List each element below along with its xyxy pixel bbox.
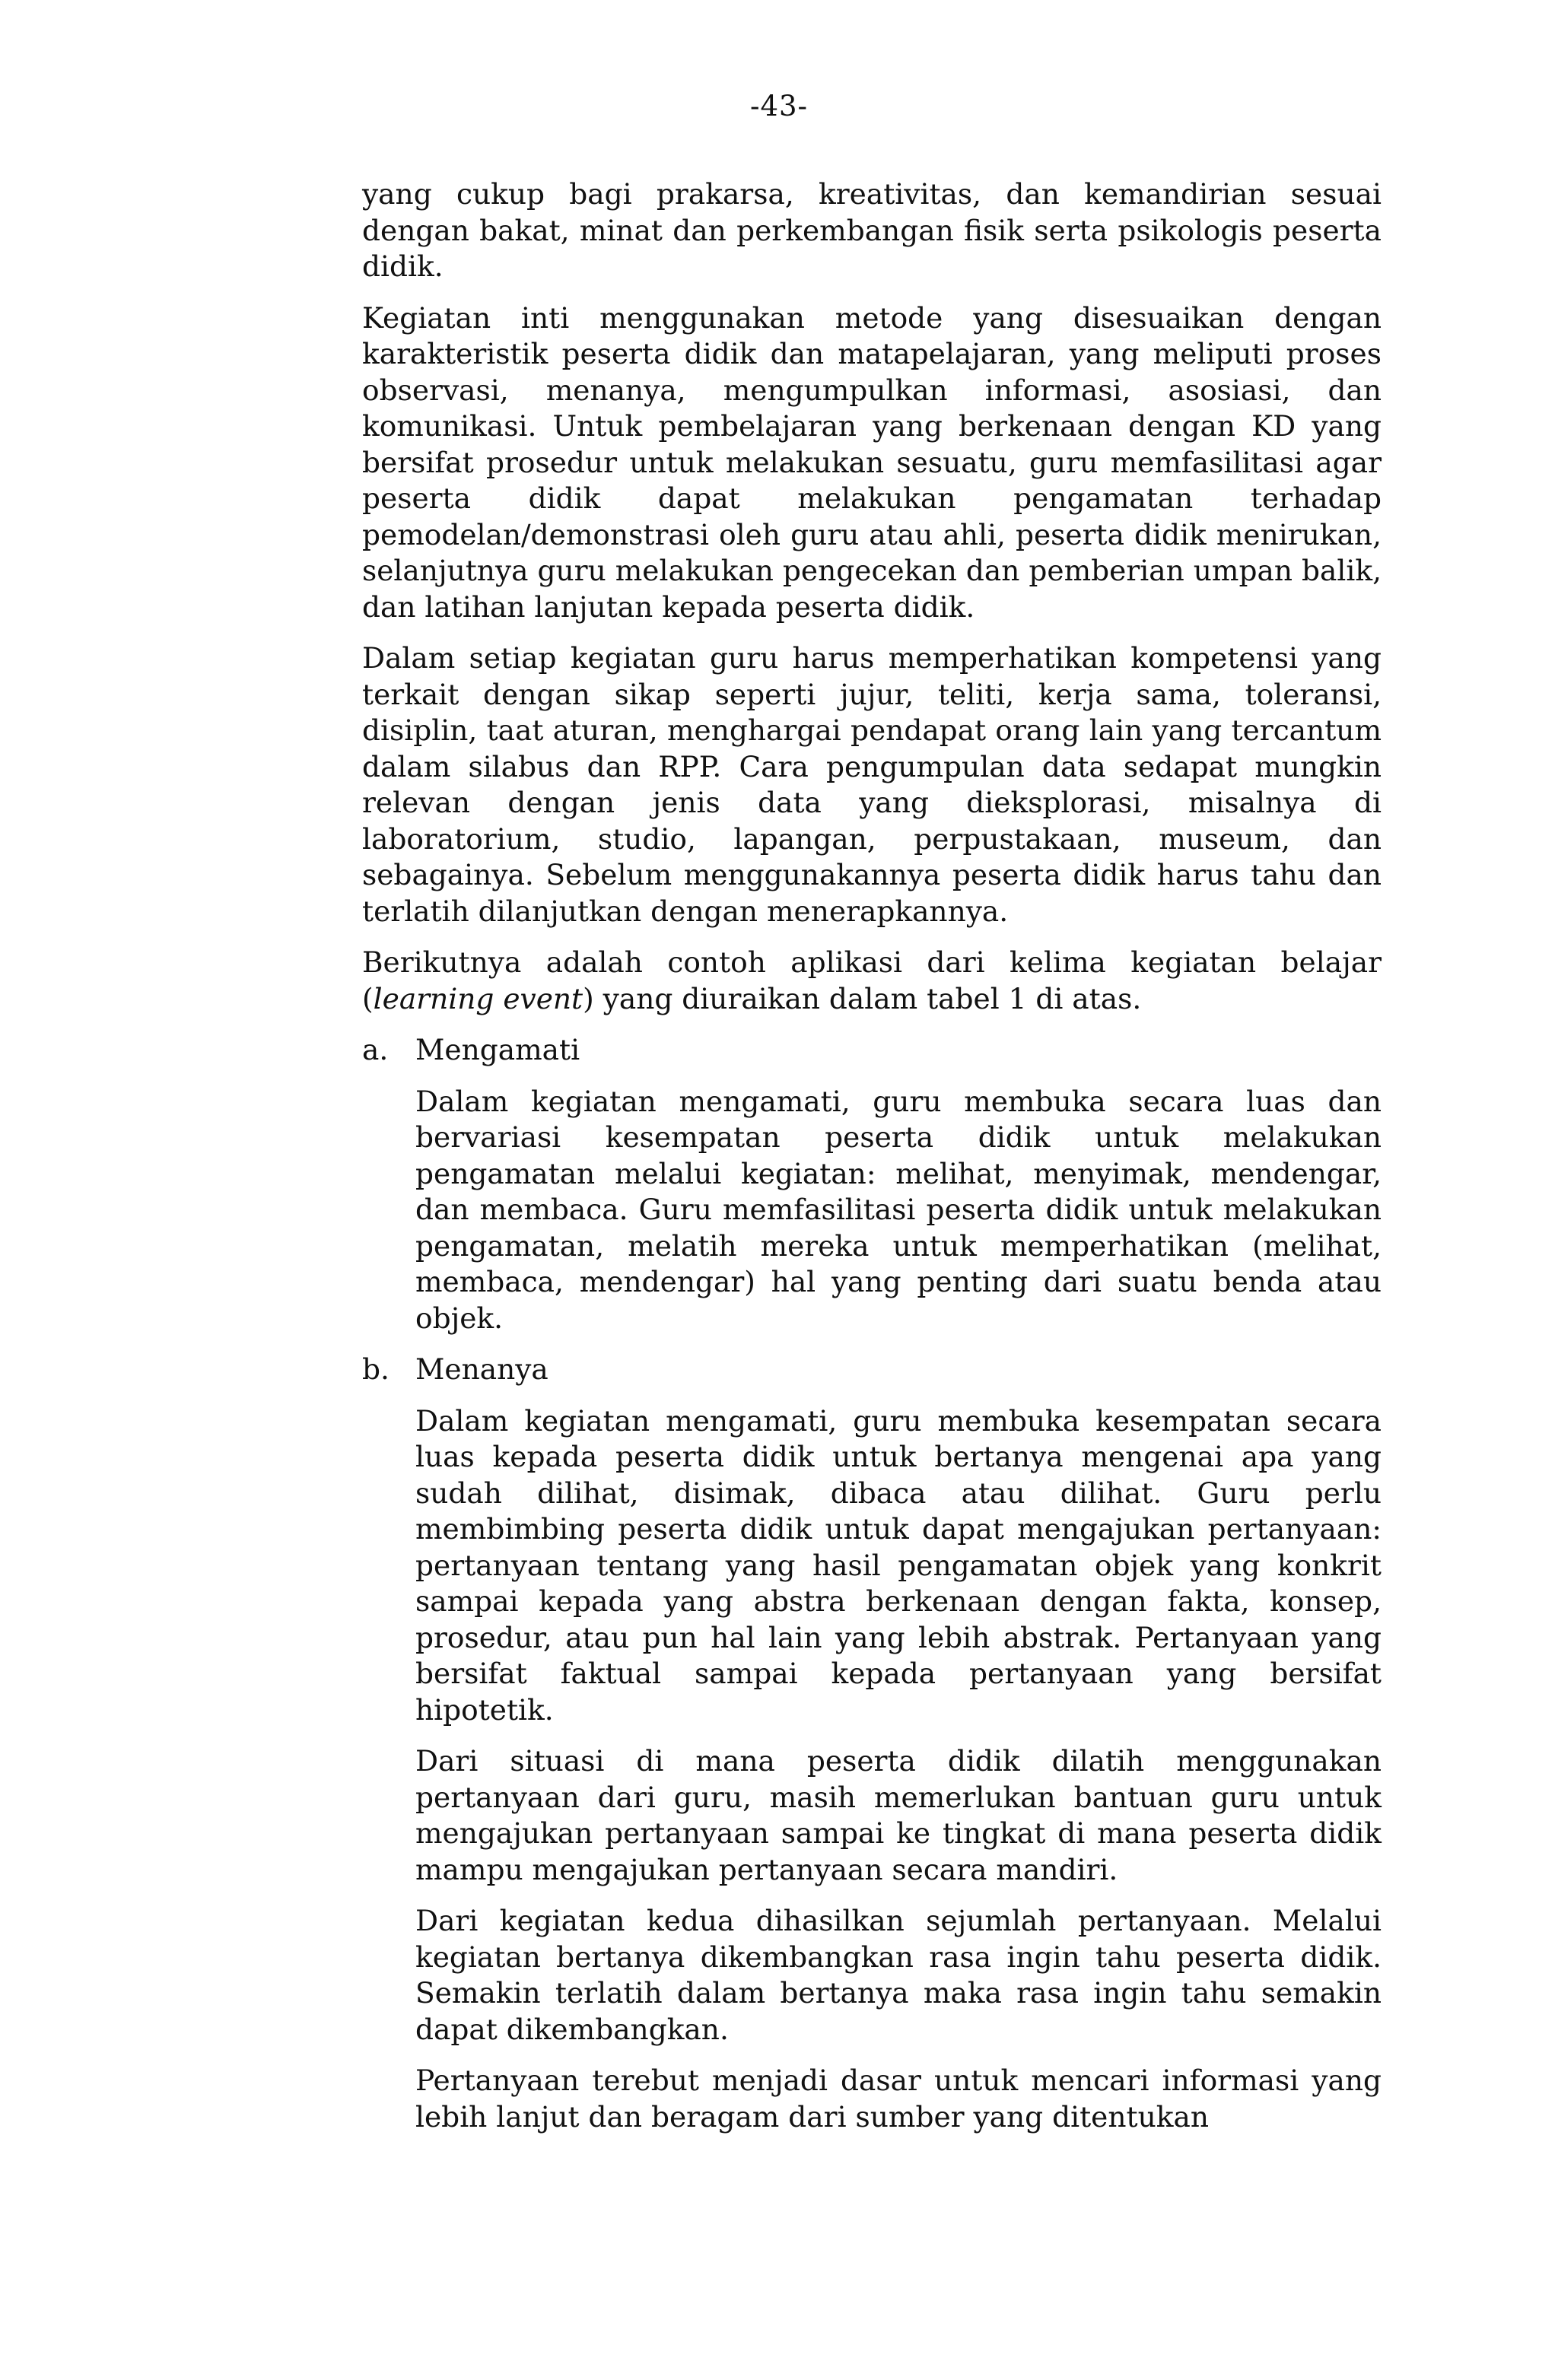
item-paragraph: Dari kegiatan kedua dihasilkan sejumlah pertanyaan. Melalui kegiatan bertanya dikembangkan rasa ingin tahu peserta didik. Semakin terlatih dalam bertanya maka rasa ingin tahu semakin dapat dikembangkan.	[415, 1904, 1382, 2046]
item-paragraph: Dari situasi di mana peserta didik dilatih menggunakan pertanyaan dari guru, masih memerlukan bantuan guru untuk mengajukan pertanyaan sampai ke tingkat di mana peserta didik mampu mengajukan pertanyaan secara mandiri.	[415, 1744, 1382, 1886]
learning-event-text-before: Berikutnya adalah contoh aplikasi dari kelima kegiatan belajar (	[362, 945, 1382, 1015]
paragraph-learning-event	[362, 945, 1382, 1017]
item-title: Mengamati	[415, 1033, 580, 1066]
paragraph-intro-continuation: yang cukup bagi prakarsa, kreativitas, dan kemandirian sesuai dengan bakat, minat dan perkembangan fisik serta psikologis peserta didik.	[362, 177, 1382, 283]
document-body	[362, 176, 1382, 2150]
item-paragraph: Dalam kegiatan mengamati, guru membuka secara luas dan bervariasi kesempatan peserta didik untuk melakukan pengamatan melalui kegiatan: melihat, menyimak, mendengar, dan membaca. Guru memfasilitasi peserta didik untuk melakukan pengamatan, melatih mereka untuk memperhatikan (melihat, membaca, mendengar) hal yang penting dari suatu benda atau objek.	[415, 1084, 1382, 1335]
item-letter: a.	[362, 1033, 389, 1066]
learning-event-term: learning event	[373, 981, 583, 1015]
item-paragraph: Dalam kegiatan mengamati, guru membuka kesempatan secara luas kepada peserta didik untuk bertanya mengenai apa yang sudah dilihat, disimak, dibaca atau dilihat. Guru perlu membimbing peserta didik untuk dapat mengajukan pertanyaan: pertanyaan tentang yang hasil pengamatan objek yang konkrit sampai kepada yang abstra berkenaan dengan fakta, konsep, prosedur, atau pun hal lain yang lebih abstrak. Pertanyaan yang bersifat faktual sampai kepada pertanyaan yang bersifat hipotetik.	[415, 1403, 1382, 1727]
item-letter: b.	[362, 1352, 390, 1386]
paragraph-kegiatan-inti: Kegiatan inti menggunakan metode yang disesuaikan dengan karakteristik peserta didik dan matapelajaran, yang meliputi proses observasi, menanya, mengumpulkan informasi, asosiasi, dan komunikasi. Untuk pembelajaran yang berkenaan dengan KD yang bersifat prosedur untuk melakukan sesuatu, guru memfasilitasi agar peserta didik dapat melakukan pengamatan terhadap pemodelan/demonstrasi oleh guru atau ahli, peserta didik menirukan, selanjutnya guru melakukan pengecekan dan pemberian umpan balik, dan latihan lanjutan kepada peserta didik.	[362, 300, 1382, 624]
learning-event-text-after: ) yang diuraikan dalam tabel 1 di atas.	[583, 981, 1142, 1015]
page-number: -43-	[749, 90, 809, 122]
item-paragraph: Pertanyaan terebut menjadi dasar untuk mencari informasi yang lebih lanjut dan beragam dari sumber yang ditentukan	[415, 2064, 1382, 2134]
item-title: Menanya	[415, 1352, 548, 1386]
paragraph-kompetensi-sikap: Dalam setiap kegiatan guru harus memperhatikan kompetensi yang terkait dengan sikap seperti jujur, teliti, kerja sama, toleransi, disiplin, taat aturan, menghargai pendapat orang lain yang tercantum dalam silabus dan RPP. Cara pengumpulan data sedapat mungkin relevan dengan jenis data yang dieksplorasi, misalnya di laboratorium, studio, lapangan, perpustakaan, museum, dan sebagainya. Sebelum menggunakannya peserta didik harus tahu dan terlatih dilanjutkan dengan menerapkannya.	[362, 641, 1382, 928]
item-heading-menanya	[362, 1352, 1382, 1388]
item-heading-mengamati	[362, 1032, 1382, 1069]
